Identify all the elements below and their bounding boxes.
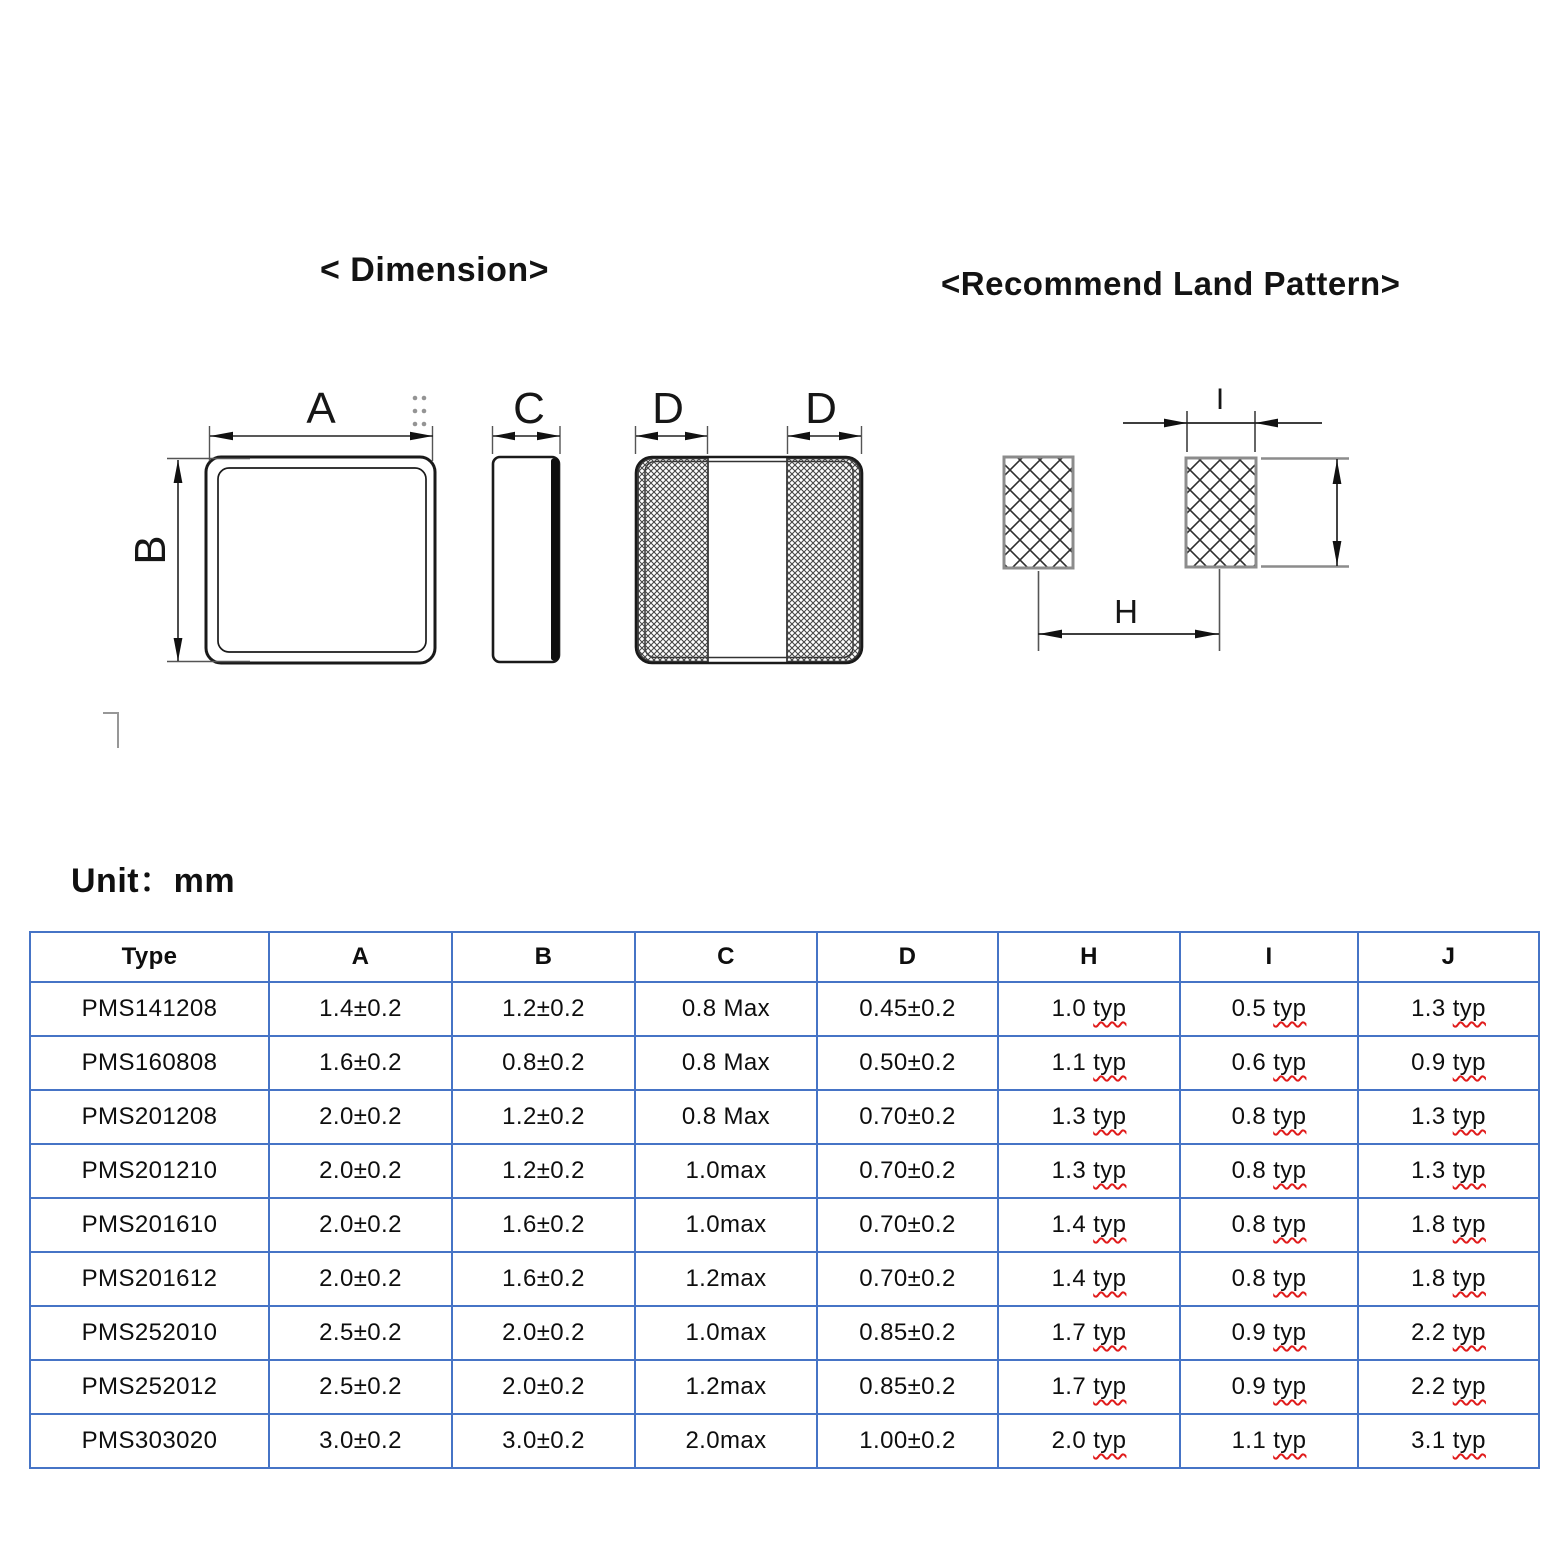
cell-type: PMS252012 <box>30 1360 269 1414</box>
table-cell: 1.2±0.2 <box>452 1144 635 1198</box>
technical-drawings <box>100 385 1460 760</box>
side-view-drawing <box>493 385 561 662</box>
typ-suffix: typ <box>1273 1427 1307 1454</box>
dim-label-b: B <box>126 535 175 565</box>
table-cell: 0.5 typ <box>1180 982 1358 1036</box>
table-cell: 1.2max <box>635 1360 817 1414</box>
column-header-j: J <box>1358 932 1539 982</box>
dim-label-c: C <box>513 385 545 433</box>
table-cell: 1.6±0.2 <box>452 1252 635 1306</box>
table-cell: 1.3 typ <box>998 1144 1180 1198</box>
table-body <box>30 982 1539 1468</box>
table-cell: 1.4 typ <box>998 1252 1180 1306</box>
dim-label-d-right: D <box>805 385 837 433</box>
typ-suffix: typ <box>1093 1103 1127 1130</box>
terminal-pad-left <box>638 458 708 661</box>
typ-suffix: typ <box>1452 1427 1486 1454</box>
table-cell: 0.8 typ <box>1180 1198 1358 1252</box>
table-cell: 2.2 typ <box>1358 1306 1539 1360</box>
table-cell: 0.8 Max <box>635 982 817 1036</box>
table-cell: 0.8±0.2 <box>452 1036 635 1090</box>
typ-suffix: typ <box>1093 1049 1127 1076</box>
table-cell: 1.0max <box>635 1144 817 1198</box>
table-cell: 1.8 typ <box>1358 1252 1539 1306</box>
typ-suffix: typ <box>1452 995 1486 1022</box>
corner-mark <box>103 713 118 748</box>
table-row <box>30 1090 1539 1144</box>
typ-suffix: typ <box>1273 1157 1307 1184</box>
table-cell: 0.8 Max <box>635 1090 817 1144</box>
typ-suffix: typ <box>1452 1049 1486 1076</box>
column-header-d: D <box>817 932 998 982</box>
table-cell: 2.0±0.2 <box>269 1252 452 1306</box>
table-cell: 1.7 typ <box>998 1360 1180 1414</box>
column-header-b: B <box>452 932 635 982</box>
table-cell: 1.0max <box>635 1198 817 1252</box>
dim-label-a: A <box>306 385 336 433</box>
table-row <box>30 1414 1539 1468</box>
table-cell: 1.8 typ <box>1358 1198 1539 1252</box>
typ-suffix: typ <box>1273 1265 1307 1292</box>
table-cell: 0.85±0.2 <box>817 1360 998 1414</box>
table-cell: 1.7 typ <box>998 1306 1180 1360</box>
table-cell: 0.50±0.2 <box>817 1036 998 1090</box>
table-row <box>30 1306 1539 1360</box>
table-cell: 0.70±0.2 <box>817 1090 998 1144</box>
table-cell: 0.9 typ <box>1180 1306 1358 1360</box>
table-cell: 1.3 typ <box>1358 982 1539 1036</box>
table-cell: 2.2 typ <box>1358 1360 1539 1414</box>
table-cell: 1.00±0.2 <box>817 1414 998 1468</box>
column-header-a: A <box>269 932 452 982</box>
table-cell: 1.2±0.2 <box>452 1090 635 1144</box>
typ-suffix: typ <box>1273 1211 1307 1238</box>
table-cell: 1.0max <box>635 1306 817 1360</box>
table-row <box>30 1198 1539 1252</box>
land-pattern-drawing <box>1004 385 1349 651</box>
typ-suffix: typ <box>1452 1265 1486 1292</box>
cell-type: PMS141208 <box>30 982 269 1036</box>
table-cell: 0.9 typ <box>1358 1036 1539 1090</box>
cell-type: PMS252010 <box>30 1306 269 1360</box>
cell-type: PMS303020 <box>30 1414 269 1468</box>
typ-suffix: typ <box>1093 1265 1127 1292</box>
table-cell: 2.0±0.2 <box>269 1144 452 1198</box>
table-cell: 0.8 typ <box>1180 1144 1358 1198</box>
typ-suffix: typ <box>1273 1373 1307 1400</box>
table-cell: 2.0max <box>635 1414 817 1468</box>
typ-suffix: typ <box>1273 1319 1307 1346</box>
land-pad-right <box>1186 458 1256 567</box>
top-view-drawing <box>126 385 435 663</box>
table-row <box>30 1144 1539 1198</box>
bottom-view-drawing <box>636 385 863 663</box>
table-cell: 0.70±0.2 <box>817 1252 998 1306</box>
table-header-row <box>30 932 1539 982</box>
typ-suffix: typ <box>1452 1373 1486 1400</box>
column-header-type: Type <box>30 932 269 982</box>
table-cell: 0.6 typ <box>1180 1036 1358 1090</box>
typ-suffix: typ <box>1452 1211 1486 1238</box>
column-header-c: C <box>635 932 817 982</box>
unit-label: Unit：mm <box>71 862 236 900</box>
typ-suffix: typ <box>1093 1211 1127 1238</box>
table-cell: 0.9 typ <box>1180 1360 1358 1414</box>
dim-label-d-left: D <box>652 385 684 433</box>
cell-type: PMS201210 <box>30 1144 269 1198</box>
table-cell: 3.1 typ <box>1358 1414 1539 1468</box>
cell-type: PMS160808 <box>30 1036 269 1090</box>
table-cell: 2.0±0.2 <box>269 1198 452 1252</box>
cell-type: PMS201610 <box>30 1198 269 1252</box>
typ-suffix: typ <box>1273 1049 1307 1076</box>
typ-suffix: typ <box>1093 1373 1127 1400</box>
typ-suffix: typ <box>1093 1157 1127 1184</box>
typ-suffix: typ <box>1093 995 1127 1022</box>
dimension-spec-table <box>29 931 1540 1469</box>
typ-suffix: typ <box>1273 995 1307 1022</box>
table-cell: 2.5±0.2 <box>269 1360 452 1414</box>
typ-suffix: typ <box>1273 1103 1307 1130</box>
table-cell: 0.70±0.2 <box>817 1144 998 1198</box>
terminal-pad-right <box>787 458 860 661</box>
table-cell: 0.85±0.2 <box>817 1306 998 1360</box>
table-cell: 2.0 typ <box>998 1414 1180 1468</box>
table-cell: 0.8 Max <box>635 1036 817 1090</box>
land-pad-left <box>1004 457 1073 568</box>
table-cell: 1.6±0.2 <box>452 1198 635 1252</box>
table-cell: 2.0±0.2 <box>269 1090 452 1144</box>
table-cell: 3.0±0.2 <box>452 1414 635 1468</box>
table-row <box>30 1252 1539 1306</box>
table-cell: 1.3 typ <box>1358 1144 1539 1198</box>
table-cell: 3.0±0.2 <box>269 1414 452 1468</box>
table-cell: 0.8 typ <box>1180 1090 1358 1144</box>
table-cell: 1.4±0.2 <box>269 982 452 1036</box>
table-cell: 1.2max <box>635 1252 817 1306</box>
table-row <box>30 1360 1539 1414</box>
table-row <box>30 982 1539 1036</box>
land-pattern-section-title: <Recommend Land Pattern> <box>941 265 1401 302</box>
table-cell: 1.3 typ <box>998 1090 1180 1144</box>
dimension-section-title: < Dimension> <box>320 251 549 289</box>
typ-suffix: typ <box>1093 1427 1127 1454</box>
table-cell: 1.6±0.2 <box>269 1036 452 1090</box>
table-cell: 1.2±0.2 <box>452 982 635 1036</box>
table-cell: 1.3 typ <box>1358 1090 1539 1144</box>
typ-suffix: typ <box>1093 1319 1127 1346</box>
dim-label-i: I <box>1215 385 1225 416</box>
typ-suffix: typ <box>1452 1319 1486 1346</box>
cell-type: PMS201612 <box>30 1252 269 1306</box>
orientation-dots <box>413 396 427 427</box>
table-cell: 0.45±0.2 <box>817 982 998 1036</box>
column-header-h: H <box>998 932 1180 982</box>
table-cell: 1.0 typ <box>998 982 1180 1036</box>
table-cell: 2.5±0.2 <box>269 1306 452 1360</box>
table-cell: 1.1 typ <box>998 1036 1180 1090</box>
table-cell: 2.0±0.2 <box>452 1360 635 1414</box>
typ-suffix: typ <box>1452 1103 1486 1130</box>
typ-suffix: typ <box>1452 1157 1486 1184</box>
cell-type: PMS201208 <box>30 1090 269 1144</box>
table-cell: 0.70±0.2 <box>817 1198 998 1252</box>
table-cell: 1.1 typ <box>1180 1414 1358 1468</box>
dim-label-h: H <box>1114 593 1138 630</box>
table-cell: 0.8 typ <box>1180 1252 1358 1306</box>
column-header-i: I <box>1180 932 1358 982</box>
table-cell: 1.4 typ <box>998 1198 1180 1252</box>
table-cell: 2.0±0.2 <box>452 1306 635 1360</box>
table-row <box>30 1036 1539 1090</box>
